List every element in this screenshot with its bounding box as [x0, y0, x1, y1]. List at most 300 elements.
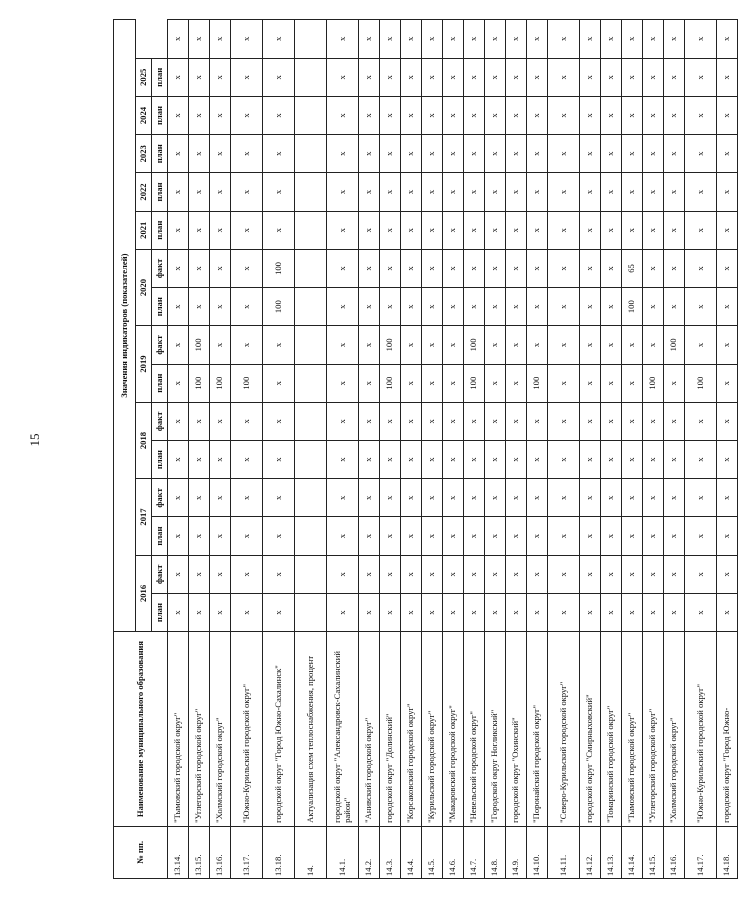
row-number: 13.15. [189, 826, 210, 878]
value-cell: x [580, 441, 601, 479]
value-cell: x [231, 173, 263, 211]
value-cell: 65 [622, 249, 643, 287]
value-cell: x [210, 20, 231, 59]
value-cell: x [506, 173, 527, 211]
value-cell: x [717, 58, 738, 96]
table-row [506, 20, 527, 879]
value-cell: x [401, 96, 422, 134]
value-cell: 100 [189, 326, 210, 364]
table-row [443, 20, 464, 879]
year-header: 2016 [136, 555, 152, 631]
table-row [380, 20, 401, 879]
plan-header: план [152, 96, 168, 134]
value-cell: x [717, 96, 738, 134]
table-row [527, 20, 548, 879]
value-cell: x [443, 58, 464, 96]
value-cell: x [601, 288, 622, 326]
municipality-name: "Макаровский городской округ" [443, 632, 464, 827]
value-cell: x [717, 441, 738, 479]
value-cell: 100 [263, 288, 295, 326]
value-cell: x [359, 173, 380, 211]
value-cell: x [422, 173, 443, 211]
value-cell: x [327, 249, 359, 287]
value-cell: x [231, 593, 263, 631]
value-cell [295, 326, 327, 364]
value-cell: x [601, 20, 622, 59]
value-cell: x [643, 555, 664, 593]
row-number: 13.14. [168, 826, 189, 878]
value-cell: x [717, 249, 738, 287]
value-cell: x [189, 517, 210, 555]
value-cell: x [189, 96, 210, 134]
value-cell: x [210, 441, 231, 479]
value-cell: x [168, 135, 189, 173]
value-cell: x [664, 288, 685, 326]
value-cell: x [210, 593, 231, 631]
value-cell [295, 96, 327, 134]
value-cell: x [210, 402, 231, 440]
value-cell: x [168, 20, 189, 59]
value-cell: x [189, 479, 210, 517]
value-cell: x [210, 58, 231, 96]
value-cell: x [359, 517, 380, 555]
value-cell: x [189, 211, 210, 249]
value-cell: x [359, 58, 380, 96]
value-cell: x [685, 20, 717, 59]
table-row [422, 20, 443, 879]
value-cell: x [506, 58, 527, 96]
value-cell: x [464, 58, 485, 96]
value-cell: x [685, 326, 717, 364]
value-cell: x [717, 517, 738, 555]
value-cell: x [643, 135, 664, 173]
municipality-name: городской округ "Город Южно- [717, 632, 738, 827]
value-cell: 100 [380, 326, 401, 364]
value-cell: x [380, 441, 401, 479]
plan-header: план [152, 593, 168, 631]
value-cell: x [422, 96, 443, 134]
value-cell: x [231, 249, 263, 287]
year-header: 2022 [136, 173, 152, 211]
value-cell: x [485, 326, 506, 364]
value-cell: x [664, 593, 685, 631]
value-cell: 100 [643, 364, 664, 402]
value-cell: x [359, 20, 380, 59]
value-cell: x [506, 441, 527, 479]
value-cell: 100 [380, 364, 401, 402]
value-cell: x [401, 593, 422, 631]
value-cell: x [506, 211, 527, 249]
value-cell: x [527, 402, 548, 440]
table-row [485, 20, 506, 879]
value-cell: x [210, 211, 231, 249]
value-cell: x [380, 211, 401, 249]
value-cell: x [422, 211, 443, 249]
value-cell: x [485, 402, 506, 440]
value-cell: x [664, 441, 685, 479]
value-cell: 100 [263, 249, 295, 287]
value-cell: x [263, 211, 295, 249]
value-cell: x [422, 517, 443, 555]
value-cell: x [717, 402, 738, 440]
value-cell: x [664, 58, 685, 96]
table-row [189, 20, 210, 879]
value-cell: x [580, 593, 601, 631]
table-row [263, 20, 295, 879]
value-cell: 100 [664, 326, 685, 364]
value-cell: x [464, 517, 485, 555]
value-cell: x [485, 135, 506, 173]
value-cell: x [622, 555, 643, 593]
value-cell: x [643, 249, 664, 287]
value-cell: 100 [464, 326, 485, 364]
value-cell: x [401, 211, 422, 249]
value-cell: x [601, 326, 622, 364]
value-cell: x [485, 441, 506, 479]
value-cell: x [168, 96, 189, 134]
value-cell: x [622, 96, 643, 134]
value-cell: x [359, 96, 380, 134]
value-cell: x [359, 288, 380, 326]
value-cell: x [327, 173, 359, 211]
plan-header: план [152, 211, 168, 249]
table-row [548, 20, 580, 879]
row-number: 14.18. [717, 826, 738, 878]
value-cell: x [527, 555, 548, 593]
value-cell: x [717, 479, 738, 517]
value-cell: x [464, 249, 485, 287]
indicators-table [113, 19, 738, 879]
year-header: 2024 [136, 96, 152, 134]
value-cell [295, 555, 327, 593]
value-cell: x [422, 364, 443, 402]
value-cell: x [580, 211, 601, 249]
value-cell: x [548, 135, 580, 173]
value-cell [295, 364, 327, 402]
year-header: 2020 [136, 249, 152, 325]
municipality-name: "Анивский городской округ" [359, 632, 380, 827]
value-cell: x [380, 58, 401, 96]
value-cell: x [189, 402, 210, 440]
value-cell: x [327, 326, 359, 364]
value-cell: x [685, 96, 717, 134]
value-cell: x [189, 173, 210, 211]
value-cell: x [601, 249, 622, 287]
year-header: 2021 [136, 211, 152, 249]
value-cell: x [443, 326, 464, 364]
fact-header: факт [152, 555, 168, 593]
value-cell: x [464, 173, 485, 211]
value-cell: x [685, 135, 717, 173]
value-cell: x [189, 593, 210, 631]
plan-header: план [152, 364, 168, 402]
value-cell: x [401, 288, 422, 326]
table-row [580, 20, 601, 879]
value-cell: x [189, 288, 210, 326]
municipality-name: городской округ "Смирныховский" [580, 632, 601, 827]
value-cell: x [506, 517, 527, 555]
value-cell: x [548, 441, 580, 479]
municipality-name: "Южно-Курильский городской округ" [231, 632, 263, 827]
value-cell: x [664, 364, 685, 402]
municipality-name: "Северо-Курильский городской округ" [548, 632, 580, 827]
value-cell: x [263, 96, 295, 134]
value-cell: x [401, 364, 422, 402]
value-cell: 100 [685, 364, 717, 402]
table-row [401, 20, 422, 879]
value-cell: x [506, 288, 527, 326]
value-cell: x [548, 96, 580, 134]
value-cell: x [506, 479, 527, 517]
municipality-name: "Городской округ Ногликский" [485, 632, 506, 827]
value-cell [295, 249, 327, 287]
value-cell: x [643, 326, 664, 364]
value-cell: x [485, 173, 506, 211]
value-cell: x [422, 402, 443, 440]
page-number: 15 [27, 433, 42, 447]
value-cell: x [580, 96, 601, 134]
value-cell: x [580, 364, 601, 402]
value-cell: x [401, 20, 422, 59]
value-cell: x [527, 593, 548, 631]
value-cell: x [464, 441, 485, 479]
value-cell: x [527, 20, 548, 59]
value-cell: x [664, 479, 685, 517]
value-cell: x [422, 479, 443, 517]
value-cell: x [548, 555, 580, 593]
value-cell: x [717, 555, 738, 593]
value-cell [295, 402, 327, 440]
value-cell: x [485, 593, 506, 631]
value-cell: x [664, 249, 685, 287]
value-cell: x [717, 135, 738, 173]
row-number: 14.10. [527, 826, 548, 878]
municipality-name: "Томаринский городской округ" [601, 632, 622, 827]
value-cell: x [580, 402, 601, 440]
value-cell: x [422, 20, 443, 59]
value-cell: x [210, 555, 231, 593]
value-cell: x [548, 479, 580, 517]
value-cell: x [717, 288, 738, 326]
plan-header: план [152, 173, 168, 211]
value-cell: x [548, 20, 580, 59]
plan-header: план [152, 288, 168, 326]
value-cell: x [401, 555, 422, 593]
value-cell: x [622, 593, 643, 631]
value-cell: x [548, 58, 580, 96]
value-cell: x [443, 173, 464, 211]
value-cell: x [168, 211, 189, 249]
value-cell: x [601, 593, 622, 631]
year-header: 2018 [136, 402, 152, 478]
row-number: 14.16. [664, 826, 685, 878]
municipality-name: городской округ "Город Южно-Сахалинск" [263, 632, 295, 827]
value-cell: x [231, 517, 263, 555]
value-cell: x [359, 249, 380, 287]
year-header: 2019 [136, 326, 152, 402]
value-cell: x [168, 173, 189, 211]
value-cell: x [601, 517, 622, 555]
value-cell: x [580, 173, 601, 211]
value-cell: x [443, 402, 464, 440]
value-cell: x [327, 211, 359, 249]
table-row [685, 20, 717, 879]
municipality-name: "Тымовский городской округ" [622, 632, 643, 827]
value-cell: x [327, 479, 359, 517]
value-cell: x [717, 326, 738, 364]
value-cell: x [327, 58, 359, 96]
value-cell [295, 135, 327, 173]
value-cell: x [231, 326, 263, 364]
value-cell: x [643, 173, 664, 211]
value-cell: x [263, 135, 295, 173]
municipality-name: городской округ "Александровск-Сахалинский район" [327, 632, 359, 827]
value-cell: x [506, 20, 527, 59]
value-cell: x [485, 288, 506, 326]
value-cell: x [622, 135, 643, 173]
value-cell: x [717, 211, 738, 249]
value-cell: x [643, 593, 664, 631]
table-row [231, 20, 263, 879]
value-cell: x [380, 402, 401, 440]
value-cell: x [231, 20, 263, 59]
value-cell: x [664, 20, 685, 59]
value-cell: x [685, 555, 717, 593]
value-cell: x [189, 20, 210, 59]
value-cell: x [401, 326, 422, 364]
value-cell: x [210, 479, 231, 517]
value-cell: x [327, 517, 359, 555]
value-cell: x [506, 96, 527, 134]
value-cell: x [380, 555, 401, 593]
value-cell: x [485, 517, 506, 555]
value-cell: x [327, 20, 359, 59]
municipality-name: "Тымовский городской округ" [168, 632, 189, 827]
value-cell: x [380, 135, 401, 173]
year-header: 2023 [136, 135, 152, 173]
value-cell: x [401, 479, 422, 517]
value-cell: x [527, 479, 548, 517]
value-cell: 100 [210, 364, 231, 402]
value-cell: x [359, 364, 380, 402]
value-cell: x [485, 211, 506, 249]
value-cell: x [485, 20, 506, 59]
value-cell: x [327, 135, 359, 173]
value-cell: x [443, 479, 464, 517]
table-row [210, 20, 231, 879]
value-cell: x [548, 517, 580, 555]
value-cell: x [601, 364, 622, 402]
value-cell: x [189, 249, 210, 287]
value-cell: x [263, 555, 295, 593]
value-cell: x [401, 135, 422, 173]
value-cell: x [327, 96, 359, 134]
value-cell: x [443, 288, 464, 326]
value-cell: x [189, 441, 210, 479]
value-cell: x [527, 288, 548, 326]
value-cell: x [548, 364, 580, 402]
value-cell: x [168, 326, 189, 364]
value-cell: x [548, 211, 580, 249]
value-cell: x [263, 58, 295, 96]
value-cell: x [231, 58, 263, 96]
value-cell: x [401, 58, 422, 96]
value-cell: x [664, 173, 685, 211]
municipality-name: городской округ "Долинский" [380, 632, 401, 827]
value-cell: x [643, 96, 664, 134]
value-cell [295, 517, 327, 555]
value-cell: 100 [231, 364, 263, 402]
row-number: 14.8. [485, 826, 506, 878]
value-cell: x [359, 326, 380, 364]
value-cell: x [622, 402, 643, 440]
value-cell: 100 [527, 364, 548, 402]
value-cell: x [231, 555, 263, 593]
num-header: № пп. [114, 826, 168, 878]
value-cell: x [506, 326, 527, 364]
value-cell: x [580, 517, 601, 555]
value-cell: x [485, 364, 506, 402]
value-cell: x [168, 517, 189, 555]
value-cell [295, 479, 327, 517]
value-cell: x [189, 555, 210, 593]
value-cell: x [359, 479, 380, 517]
value-cell: x [717, 20, 738, 59]
row-number: 14.7. [464, 826, 485, 878]
row-number: 14.9. [506, 826, 527, 878]
value-cell: x [464, 96, 485, 134]
value-cell: x [506, 364, 527, 402]
value-cell: x [664, 211, 685, 249]
value-cell [295, 58, 327, 96]
value-cell: x [643, 20, 664, 59]
value-cell: x [485, 249, 506, 287]
value-cell: x [622, 517, 643, 555]
plan-header: план [152, 135, 168, 173]
value-cell: x [210, 517, 231, 555]
fact-header: факт [152, 326, 168, 364]
row-number: 13.17. [231, 826, 263, 878]
value-cell: x [327, 441, 359, 479]
fact-header: факт [152, 479, 168, 517]
value-cell: x [527, 173, 548, 211]
value-cell: x [685, 173, 717, 211]
municipality-name: "Холмский городской округ" [210, 632, 231, 827]
value-cell: x [643, 517, 664, 555]
municipality-name: "Углегорский городской округ" [189, 632, 210, 827]
value-cell: x [485, 96, 506, 134]
value-cell: x [580, 135, 601, 173]
value-cell: x [601, 402, 622, 440]
row-number: 14.15. [643, 826, 664, 878]
value-cell: x [622, 364, 643, 402]
value-cell: x [622, 479, 643, 517]
value-cell: x [231, 211, 263, 249]
value-cell: x [464, 135, 485, 173]
value-cell: x [443, 593, 464, 631]
value-cell: x [401, 173, 422, 211]
value-cell: x [443, 249, 464, 287]
value-cell: x [380, 517, 401, 555]
value-cell: x [664, 402, 685, 440]
value-cell: x [231, 288, 263, 326]
value-cell: x [601, 211, 622, 249]
value-cell: 100 [189, 364, 210, 402]
value-cell: x [210, 326, 231, 364]
value-cell: x [380, 288, 401, 326]
value-cell: x [685, 211, 717, 249]
value-cell: x [527, 135, 548, 173]
